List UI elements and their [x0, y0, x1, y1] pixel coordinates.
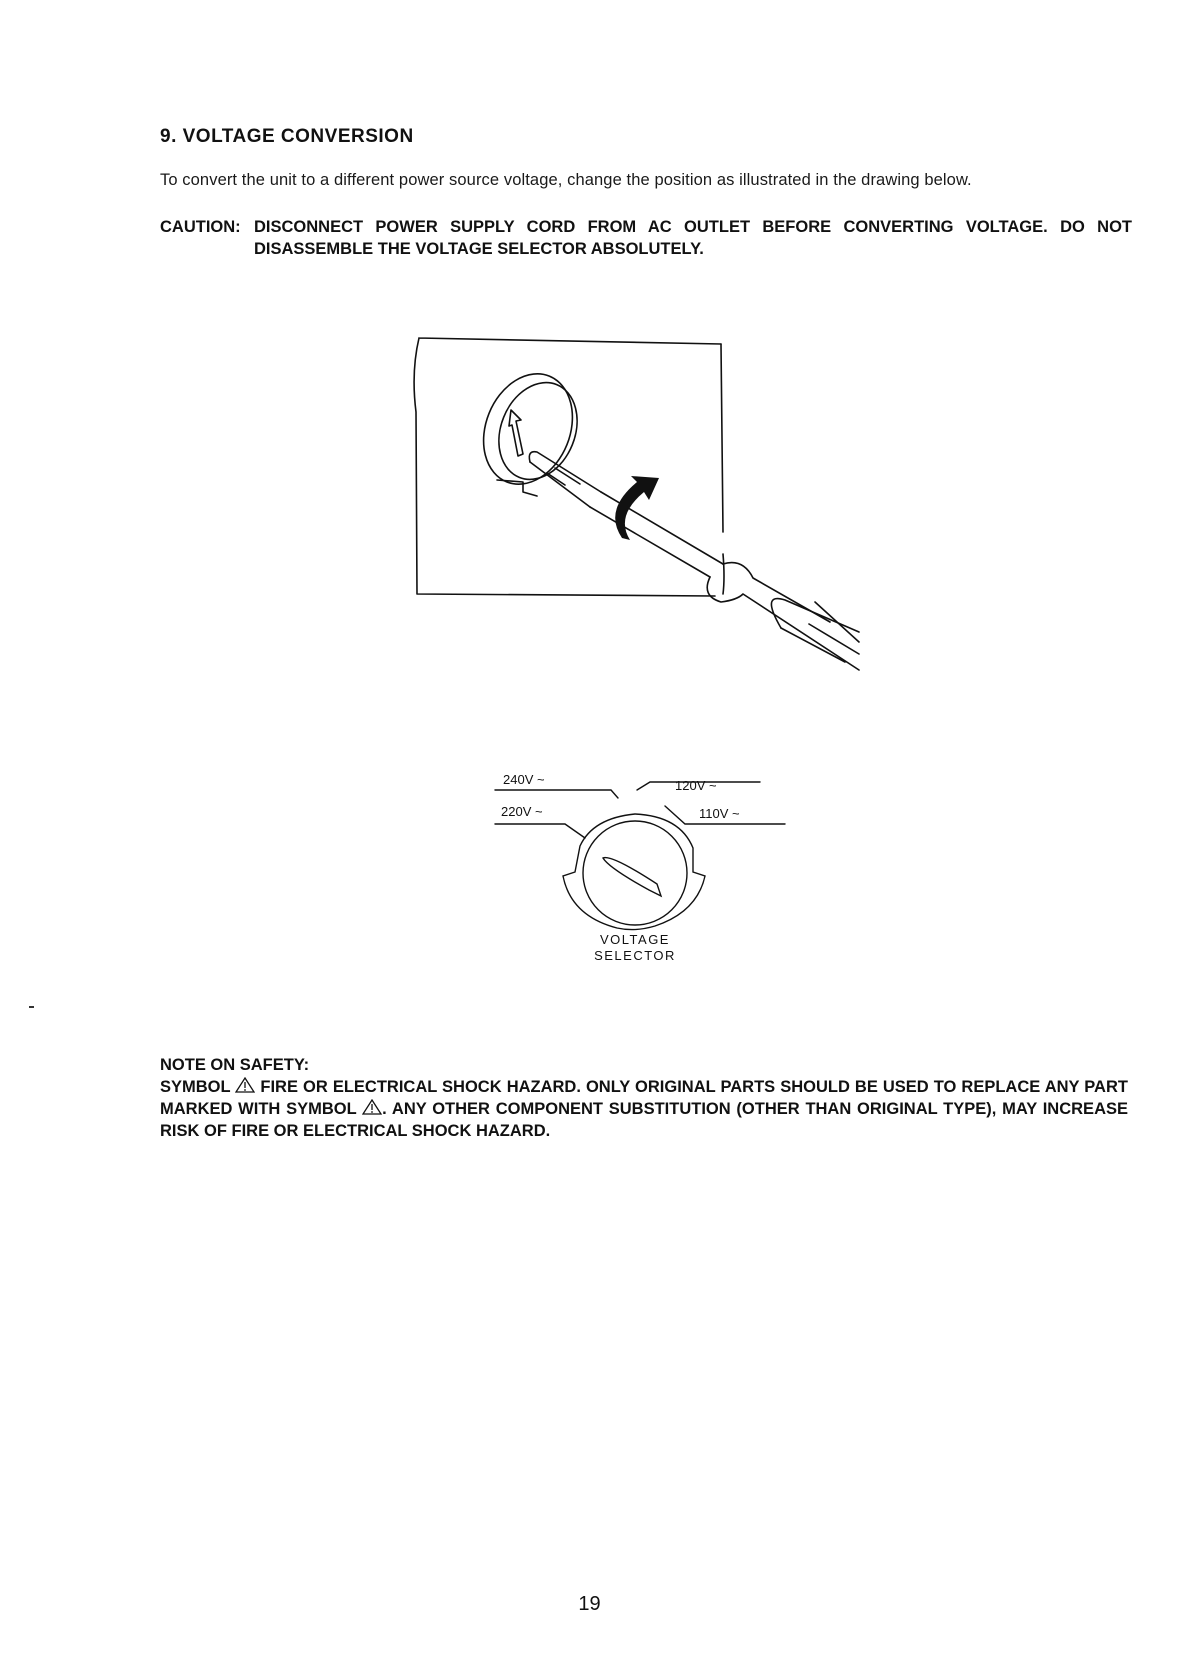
safety-note-part2: . ANY OTHER COMPONENT SUBSTITUTION (OTHER THAN ORIGINAL TYPE), MAY INCREASE RISK OF FIRE OR ELECTRICAL SHOCK HAZARD.: [160, 1100, 1128, 1140]
label-110v: 110V ~: [699, 806, 740, 821]
selector-dial: [583, 821, 687, 925]
selector-slot: [603, 858, 661, 896]
label-120v: 120V ~: [675, 778, 717, 793]
scan-speck: [29, 1006, 34, 1008]
screwdriver-illustration: [405, 332, 905, 712]
safety-note-part1: FIRE OR ELECTRICAL SHOCK HAZARD. ONLY ORIGINAL PARTS SHOULD BE USED TO REPLACE ANY PART MARKED WITH SYMBOL: [160, 1078, 1128, 1118]
selector-caption: [575, 932, 695, 964]
section-heading: 9. VOLTAGE CONVERSION: [160, 126, 414, 147]
selector-caption-line1: VOLTAGE: [600, 932, 670, 947]
caution-text: DISCONNECT POWER SUPPLY CORD FROM AC OUTLET BEFORE CONVERTING VOLTAGE. DO NOT DISASSEMBLE THE VOLTAGE SELECTOR ABSOLUTELY.: [254, 218, 1132, 258]
screwdriver-handle: [707, 577, 859, 670]
intro-paragraph: To convert the unit to a different power source voltage, change the position as illustrated in the drawing below.: [160, 171, 972, 189]
leader-240: [495, 790, 618, 798]
voltage-selector-diagram: [485, 768, 805, 968]
caution-block: [160, 216, 1132, 260]
safety-note-body: [160, 1076, 1128, 1142]
label-220v: 220V ~: [501, 804, 543, 819]
selector-caption-line2: SELECTOR: [594, 948, 676, 963]
rotate-arrow-icon: [615, 476, 659, 540]
label-240v: 240V ~: [503, 772, 545, 787]
warning-triangle-icon: [235, 1077, 255, 1093]
safety-note: [160, 1054, 1128, 1142]
warning-triangle-icon: [362, 1099, 382, 1115]
selector-outer: [563, 814, 705, 930]
page-number: 19: [578, 1593, 601, 1615]
leader-220: [495, 824, 585, 838]
safety-note-title: NOTE ON SAFETY:: [160, 1056, 310, 1074]
symbol-word: SYMBOL: [160, 1078, 231, 1096]
selector-arrow-icon: [509, 410, 523, 456]
caution-label: CAUTION:: [160, 218, 241, 236]
